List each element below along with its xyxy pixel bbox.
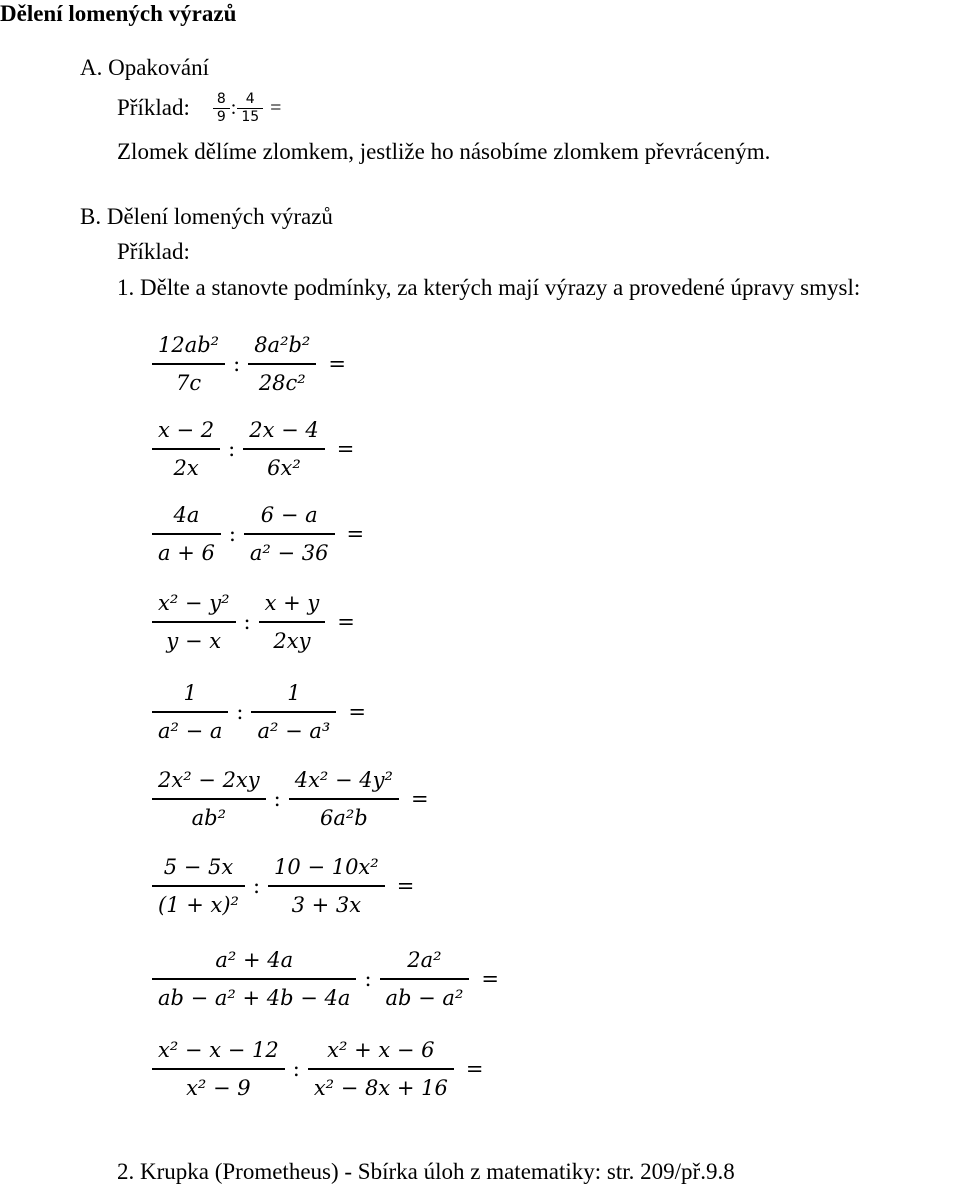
fraction	[150, 765, 268, 833]
denominator: 7c	[175, 370, 202, 395]
fraction-bar	[152, 533, 221, 535]
fraction-bar	[308, 1068, 454, 1070]
division-operator: :	[243, 609, 251, 634]
denominator: 28c²	[258, 370, 306, 395]
denominator: 6x²	[267, 455, 301, 480]
equals-sign: =	[328, 351, 346, 376]
denominator: a² − a	[158, 718, 223, 743]
fraction	[246, 330, 318, 398]
numerator: 2x² − 2xy	[158, 768, 260, 792]
equals-sign: =	[481, 966, 499, 991]
fraction	[150, 330, 227, 398]
page-title: Dělení lomených výrazů	[0, 1, 237, 26]
division-operator: :	[252, 873, 261, 898]
exercise-row	[150, 588, 355, 656]
fraction-bar	[152, 798, 266, 800]
exercise-row	[150, 852, 414, 920]
fraction	[378, 945, 472, 1013]
equals-sign: =	[465, 1056, 484, 1081]
equals-sign: =	[396, 873, 415, 898]
fraction-bar	[243, 448, 325, 450]
denominator: ab − a²	[385, 985, 464, 1010]
numerator: 8	[216, 90, 226, 107]
exercise-row	[150, 500, 364, 568]
division-operator: :	[273, 786, 281, 811]
denominator: (1 + x)²	[158, 892, 239, 917]
denominator: a² − a³	[257, 718, 331, 743]
equals-sign: =	[337, 609, 355, 634]
denominator: x² − 8x + 16	[313, 1075, 448, 1100]
fraction-bar	[152, 621, 236, 623]
fraction	[266, 852, 387, 920]
fraction-bar	[268, 885, 385, 887]
equals-sign: =	[410, 786, 429, 811]
numerator: a² + 4a	[215, 948, 294, 972]
exercise-row	[150, 1035, 484, 1103]
numerator: 10 − 10x²	[274, 855, 379, 879]
fraction-bar	[289, 798, 399, 800]
denominator: ab²	[191, 805, 227, 830]
division-operator: :	[233, 351, 241, 376]
numerator: x² − y²	[158, 591, 230, 615]
fraction-8-9	[215, 92, 228, 125]
fraction-bar	[152, 885, 245, 887]
example-label: Příklad:	[117, 95, 190, 120]
denominator: a² − 36	[249, 540, 329, 565]
numerator: 6 − a	[260, 503, 318, 527]
fraction-bar	[259, 621, 326, 623]
fraction-bar	[380, 978, 470, 980]
section-b-example-label: Příklad:	[117, 239, 190, 264]
denominator: a + 6	[158, 540, 215, 565]
footer-reference: 2. Krupka (Prometheus) - Sbírka úloh z matematiky: str. 209/př.9.8	[117, 1159, 735, 1184]
exercise-row	[150, 945, 499, 1013]
exercise-row	[150, 765, 429, 833]
division-operator: :	[292, 1056, 300, 1081]
division-operator: :	[230, 97, 237, 119]
denominator: 6a²b	[319, 805, 368, 830]
fraction	[150, 945, 358, 1013]
exercise-row	[150, 678, 366, 746]
numerator: 12ab²	[158, 333, 220, 357]
fraction-bar	[244, 533, 335, 535]
fraction	[249, 678, 338, 746]
division-operator: :	[228, 436, 236, 461]
numerator: 1	[183, 681, 197, 705]
fraction	[150, 415, 222, 483]
fraction	[150, 1035, 287, 1103]
numerator: 4	[245, 90, 255, 107]
denominator: 15	[241, 108, 260, 125]
denominator: 2xy	[273, 628, 311, 653]
exercise-row	[150, 330, 346, 398]
exercise-row	[150, 415, 354, 483]
numerator: x + y	[264, 591, 320, 615]
equals-sign: =	[336, 436, 355, 461]
numerator: x² + x − 6	[327, 1038, 435, 1062]
denominator: 3 + 3x	[291, 892, 362, 917]
fraction-bar	[152, 448, 220, 450]
fraction	[241, 415, 327, 483]
section-a-example	[117, 86, 281, 130]
fraction	[150, 588, 238, 656]
section-a-rule: Zlomek dělíme zlomkem, jestliže ho násobíme zlomkem převráceným.	[117, 139, 771, 164]
fraction-bar	[248, 363, 316, 365]
equals-sign: =	[348, 699, 366, 724]
numerator: 8a²b²	[254, 333, 311, 357]
fraction-4-15	[239, 92, 261, 125]
fraction-bar	[251, 711, 336, 713]
numerator: 1	[287, 681, 301, 705]
division-operator: :	[228, 521, 236, 546]
fraction	[306, 1035, 456, 1103]
numerator: 4a	[173, 503, 200, 527]
section-a-heading: A. Opakování	[80, 55, 210, 80]
numerator: 2a²	[407, 948, 442, 972]
numerator: 5 − 5x	[163, 855, 234, 879]
fraction	[150, 500, 223, 568]
fraction-bar	[152, 1068, 285, 1070]
denominator: 2x	[173, 455, 199, 480]
numerator: x − 2	[158, 418, 215, 442]
fraction	[150, 678, 230, 746]
fraction	[287, 765, 401, 833]
denominator: ab − a² + 4b − 4a	[158, 985, 351, 1010]
numerator: 2x − 4	[249, 418, 319, 442]
section-b-task: 1. Dělte a stanovte podmínky, za kterých mají výrazy a provedené úpravy smysl:	[117, 275, 861, 300]
fraction-bar	[152, 363, 225, 365]
denominator: 9	[216, 108, 226, 125]
fraction	[150, 852, 247, 920]
fraction-bar	[152, 978, 356, 980]
denominator: x² − 9	[186, 1075, 251, 1100]
fraction-bar	[152, 711, 228, 713]
fraction	[257, 588, 328, 656]
numerator: 4x² − 4y²	[294, 768, 393, 792]
division-operator: :	[236, 699, 244, 724]
section-b-heading: B. Dělení lomených výrazů	[80, 204, 333, 229]
fraction	[242, 500, 337, 568]
equals-sign: =	[270, 97, 282, 119]
denominator: y − x	[166, 628, 222, 653]
division-operator: :	[364, 966, 372, 991]
numerator: x² − x − 12	[158, 1038, 279, 1062]
equals-sign: =	[346, 521, 365, 546]
